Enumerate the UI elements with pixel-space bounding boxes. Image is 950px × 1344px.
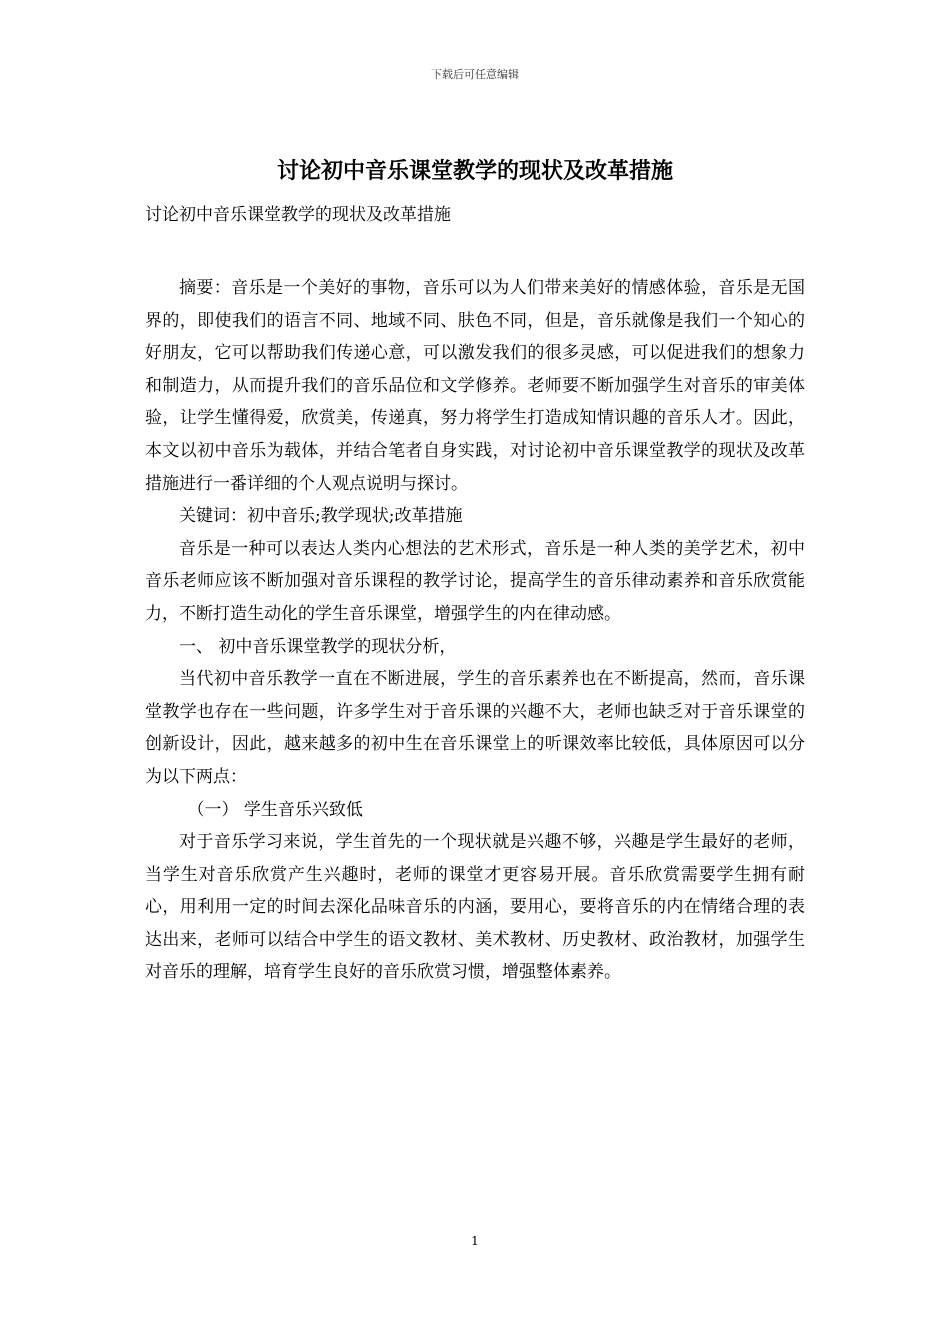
intro-paragraph: 音乐是一种可以表达人类内心想法的艺术形式，音乐是一种人类的美学艺术，初中音乐老师应该不断加强对音乐课程的教学讨论，提高学生的音乐律动素养和音乐欣赏能力，不断打造生动化的学生音乐课堂，增强学生的内在律动感。 bbox=[145, 538, 805, 624]
section-heading-1: 一、 初中音乐课堂教学的现状分析， bbox=[179, 636, 457, 657]
page-header-note: 下载后可任意编辑 bbox=[431, 68, 519, 81]
page-number: 1 bbox=[471, 1234, 479, 1248]
document-subtitle: 讨论初中音乐课堂教学的现状及改革措施 bbox=[145, 205, 451, 225]
abstract-paragraph: 摘要：音乐是一个美好的事物，音乐可以为人们带来美好的情感体验，音乐是无国界的，即使我们的语言不同、地域不同、肤色不同，但是，音乐就像是我们一个知心的好朋友，它可以帮助我们传递心意，可以激发我们的很多灵感，可以促进我们的想象力和制造力，从而提升我们的音乐品位和文学修养。老师要不断加强学生对音乐的审美体验，让学生懂得爱，欣赏美，传递真，努力将学生打造成知情识趣的音乐人才。因此，本文以初中音乐为载体，并结合笔者自身实践，对讨论初中音乐课堂教学的现状及改革措施进行一番详细的个人观点说明与探讨。 bbox=[145, 278, 805, 494]
subsection-1-paragraph: 对于音乐学习来说，学生首先的一个现状就是兴趣不够，兴趣是学生最好的老师，当学生对音乐欣赏产生兴趣时，老师的课堂才更容易开展。音乐欣赏需要学生拥有耐心，用利用一定的时间去深化品味音乐的内涵，要用心，要将音乐的内在情绪合理的表达出来，老师可以结合中学生的语文教材、美术教材、历史教材、政治教材，加强学生对音乐的理解，培育学生良好的音乐欣赏习惯，增强整体素养。 bbox=[145, 832, 805, 983]
document-body bbox=[145, 272, 805, 989]
keywords-paragraph: 关键词：初中音乐;教学现状;改革措施 bbox=[179, 506, 463, 527]
document-title: 讨论初中音乐课堂教学的现状及改革措施 bbox=[276, 158, 673, 184]
subsection-heading-1: （一） 学生音乐兴致低 bbox=[187, 799, 363, 820]
section-1-paragraph: 当代初中音乐教学一直在不断进展，学生的音乐素养也在不断提高，然而，音乐课堂教学也存在一些问题，许多学生对于音乐课的兴趣不大，老师也缺乏对于音乐课堂的创新设计，因此，越来越多的初中生在音乐课堂上的听课效率比较低，具体原因可以分为以下两点： bbox=[145, 669, 805, 787]
